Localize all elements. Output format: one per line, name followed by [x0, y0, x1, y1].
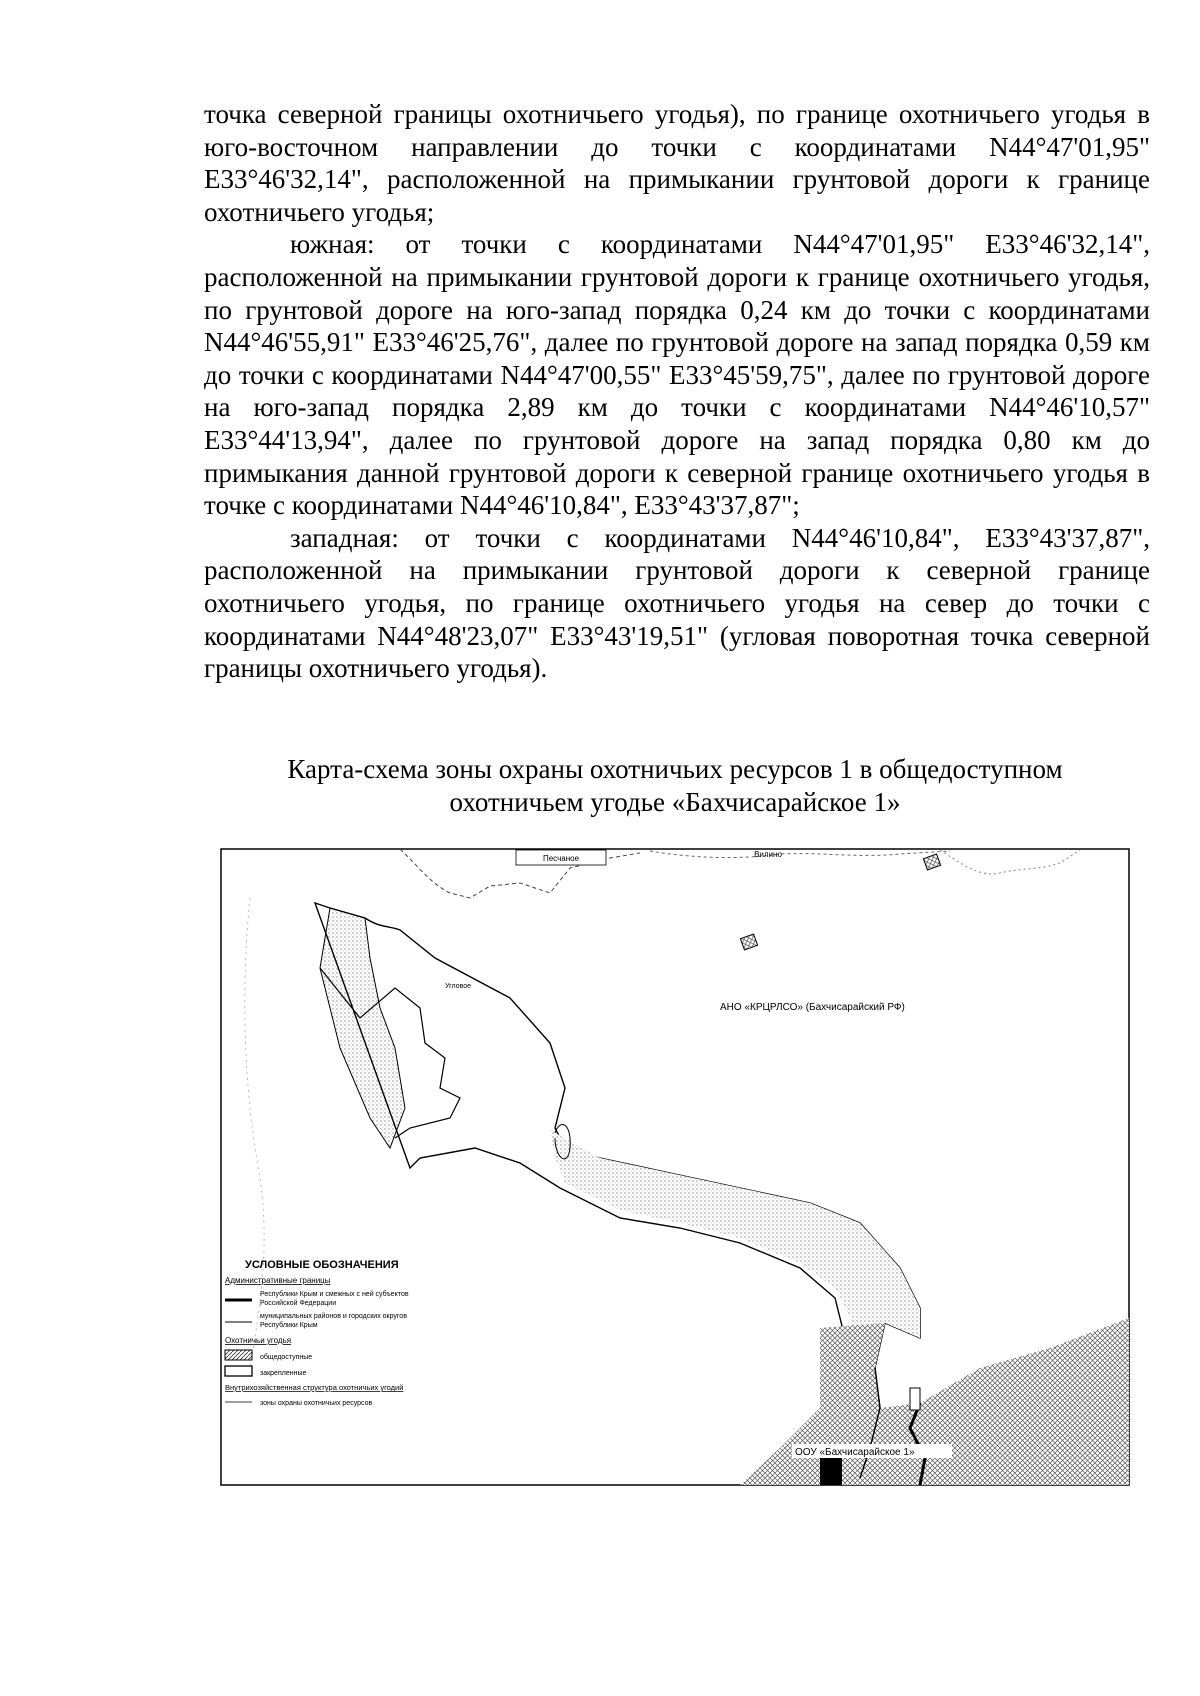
place-label-vilino: Вилино — [754, 850, 782, 859]
paragraph-north-end: точка северной границы охотничьего угодья), по границе охотничьего угодья в юго-восточном направлении до точки с координатами N44°47'01,95" E33°46'32,14", расположенной на примыкании грунтовой дороги к границе охотничьего угодья; — [204, 99, 1150, 227]
map-caption-line-1: Карта-схема зоны охраны охотничьих ресурсов 1 в общедоступном — [287, 754, 1063, 784]
map-scheme — [220, 848, 1130, 1486]
white-block — [910, 1388, 920, 1410]
legend-section-admin: Административные границы — [225, 1276, 331, 1285]
place-label-uglovoe: Угловое — [445, 983, 472, 990]
legend-title: УСЛОВНЫЕ ОБОЗНАЧЕНИЯ — [245, 1259, 399, 1271]
place-label-peschanoe: Песчаное — [542, 854, 580, 863]
legend-item-assigned: закрепленные — [260, 1370, 307, 1377]
map-caption-line-2: охотничьем угодье «Бахчисарайское 1» — [449, 787, 901, 817]
legend-section-structure: Внутрихозяйственная структура охотничьих угодий — [225, 1383, 404, 1392]
paragraph-west: западная: от точки с координатами N44°46'10,84", E33°43'37,87", расположенной на примыкании грунтовой дороги к северной границе охотничьего угодья, по границе охотничьего угодья на север до точки с координатами N44°48'23,07" E33°43'19,51" (угловая поворотная точка северной границы охотничьего угодья). — [204, 522, 1150, 684]
map-caption — [200, 753, 1150, 819]
legend-swatch-public — [225, 1350, 252, 1360]
body-text — [204, 98, 1150, 685]
legend-item-republic-l2: Российской Федерации — [260, 1300, 337, 1307]
legend-item-public: общедоступные — [260, 1354, 313, 1361]
legend-item-municipal-l1: муниципальных районов и городских округов — [260, 1313, 407, 1320]
paragraph-south: южная: от точки с координатами N44°47'01,95" E33°46'32,14", расположенной на примыкании грунтовой дороги к границе охотничьего угодья, по грунтовой дороге на юго-запад порядка 0,24 км до точки с координатами N44°46'55,91" E33°46'25,76", далее по грунтовой дороге на запад порядка 0,59 км до точки с координатами N44°47'00,55" E33°45'59,75", далее по грунтовой дороге на юго-запад порядка 2,89 км до точки с координатами N44°46'10,57" E33°44'13,94", далее по грунтовой дороге на запад порядка 0,80 км до примыкания данной грунтовой дороги к северной границе охотничьего угодья в точке с координатами N44°46'10,84", E33°43'37,87"; — [204, 229, 1150, 521]
map-svg — [220, 848, 1130, 1486]
hunting-ground-label-oou: ООУ «Бахчисарайское 1» — [795, 1447, 915, 1458]
legend-item-municipal-l2: Республики Крым — [260, 1322, 318, 1329]
legend-item-republic-l1: Республики Крым и смежных с ней субъектов — [260, 1291, 409, 1298]
legend-section-grounds: Охотничьи угодья — [225, 1336, 292, 1345]
legend-swatch-assigned — [225, 1366, 252, 1376]
legend-item-zone: зоны охраны охотничьих ресурсов — [260, 1400, 373, 1407]
hunting-ground-label-ano: АНО «КРЦРЛСО» (Бахчисарайский РФ) — [720, 1002, 905, 1013]
dark-block — [820, 1458, 842, 1485]
